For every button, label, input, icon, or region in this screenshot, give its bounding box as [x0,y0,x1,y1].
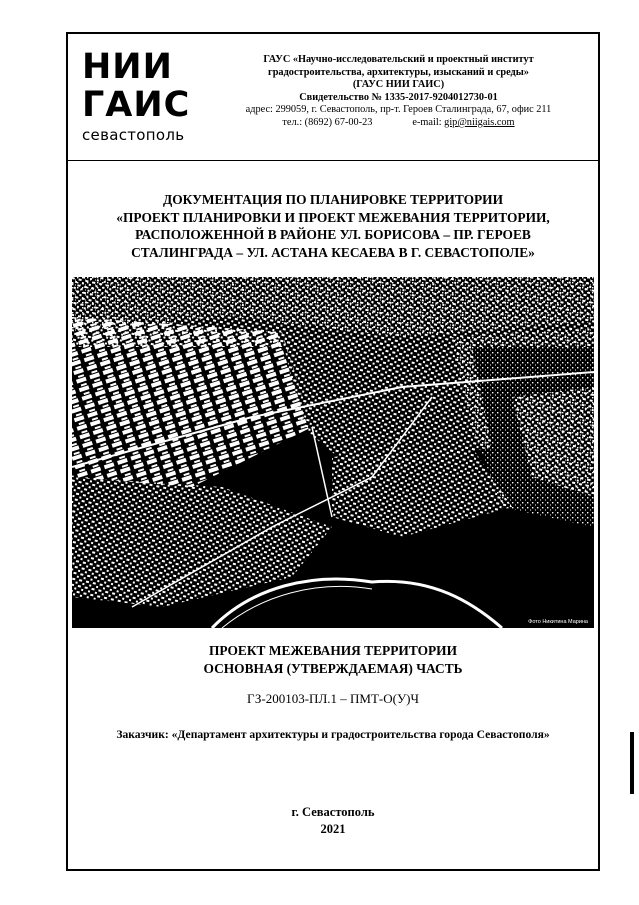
org-email-label: e-mail: [412,116,442,128]
scan-edge-mark [630,732,634,794]
org-short-name: (ГАУС НИИ ГАИС) [352,79,445,91]
logo-line-2: ГАИС [82,85,191,125]
organization-info [206,54,591,130]
title-page-frame [66,32,600,871]
document-title-line: СТАЛИНГРАДА – УЛ. АСТАНА КЕСАЕВА В Г. СЕВАСТОПОЛЕ» [131,244,535,260]
document-title-line: ДОКУМЕНТАЦИЯ ПО ПЛАНИРОВКЕ ТЕРРИТОРИИ [163,192,503,207]
header-block [68,34,598,161]
customer-line: Заказчик: «Департамент архитектуры и градостроительства города Севастополя» [116,728,550,741]
document-title-line: РАСПОЛОЖЕННОЙ В РАЙОНЕ УЛ. БОРИСОВА – ПР. ГЕРОЕВ [135,227,531,242]
subtitle-line: ПРОЕКТ МЕЖЕВАНИЯ ТЕРРИТОРИИ [208,643,458,658]
document-subtitle [78,642,588,677]
org-name-line-2: градостроительства, архитектуры, изысканий и среды» [268,66,529,78]
org-contacts [206,117,591,130]
document-title-line: «ПРОЕКТ ПЛАНИРОВКИ И ПРОЕКТ МЕЖЕВАНИЯ ТЕРРИТОРИИ, [116,209,550,225]
logo-city: севастополь [82,126,185,144]
org-email-block [412,117,514,130]
city-name: г. Севастополь [291,805,375,819]
org-phone: тел.: (8692) 67-00-23 [282,116,373,128]
aerial-city-photo [72,277,594,628]
org-name-line-1: ГАУС «Научно-исследовательский и проектный институт [263,54,534,65]
photo-watermark: Фото Никитина Марина [528,619,588,625]
document-title [78,191,588,261]
org-certificate: Свидетельство № 1335-2017-9204012730-01 [299,91,498,103]
subtitle-line: ОСНОВНАЯ (УТВЕРЖДАЕМАЯ) ЧАСТЬ [203,660,463,676]
place-and-year [78,804,588,838]
year: 2021 [320,822,346,836]
logo-line-1: НИИ [82,47,173,87]
document-code: ГЗ-200103-ПЛ.1 – ПМТ-О(У)Ч [247,691,419,706]
niigais-logo [82,48,200,144]
org-address: адрес: 299059, г. Севастополь, пр-т. Героев Сталинграда, 67, офис 211 [245,104,552,116]
org-email-link[interactable]: gip@niigais.com [444,116,515,128]
